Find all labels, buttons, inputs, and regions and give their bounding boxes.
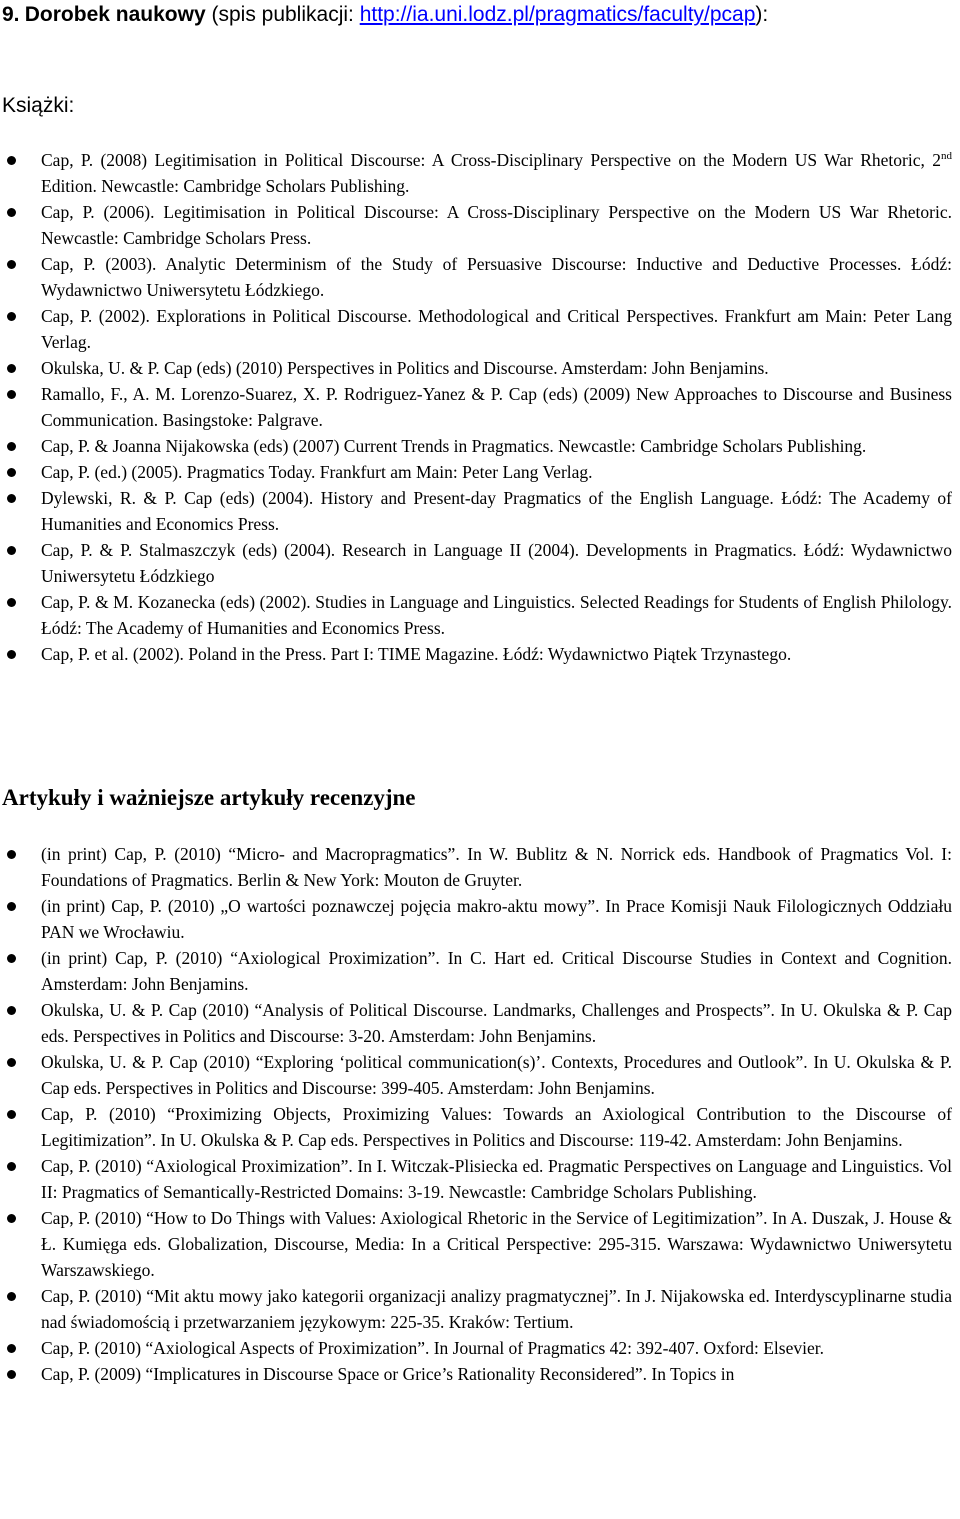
bullet-icon xyxy=(7,1162,16,1171)
book-entry: Cap, P. (ed.) (2005). Pragmatics Today. Frankfurt am Main: Peter Lang Verlag. xyxy=(41,462,593,482)
list-item xyxy=(0,485,960,537)
book-entry: Okulska, U. & P. Cap (eds) (2010) Perspectives in Politics and Discourse. Amsterdam: John Benjamins. xyxy=(41,358,769,378)
book-entry: Cap, P. & P. Stalmaszczyk (eds) (2004). Research in Language II (2004). Developments in Pragmatics. Łódź: Wydawnictwo Uniwersytetu Łódzkiego xyxy=(41,540,952,586)
bullet-icon xyxy=(7,598,16,607)
articles-heading: Artykuły i ważniejsze artykuły recenzyjne xyxy=(2,785,416,810)
article-entry: Cap, P. (2010) “Axiological Proximization”. In I. Witczak-Plisiecka ed. Pragmatic Perspectives on Language and Linguistics. Vol II: Pragmatics of Semantically-Restricted Domains: 3-19. Newcastle: Cambridge Scholars Publishing. xyxy=(41,1156,952,1202)
list-item xyxy=(0,1205,960,1283)
list-item xyxy=(0,355,960,381)
publications-link[interactable]: http://ia.uni.lodz.pl/pragmatics/faculty/pcap xyxy=(359,3,756,26)
list-item xyxy=(0,841,960,893)
article-entry: (in print) Cap, P. (2010) “Micro- and Macropragmatics”. In W. Bublitz & N. Norrick eds. Handbook of Pragmatics Vol. I: Foundations of Pragmatics. Berlin & New York: Mouton de Gruyter. xyxy=(41,844,952,890)
list-item xyxy=(0,199,960,251)
list-item xyxy=(0,251,960,303)
section-heading xyxy=(2,0,768,29)
bullet-icon xyxy=(7,494,16,503)
list-item xyxy=(0,459,960,485)
list-item xyxy=(0,997,960,1049)
book-entry: Cap, P. & Joanna Nijakowska (eds) (2007) Current Trends in Pragmatics. Newcastle: Cambridge Scholars Publishing. xyxy=(41,436,867,456)
bullet-icon xyxy=(7,364,16,373)
article-entry: Cap, P. (2010) “Axiological Aspects of Proximization”. In Journal of Pragmatics 42: 392-407. Oxford: Elsevier. xyxy=(41,1338,824,1358)
bullet-icon xyxy=(7,260,16,269)
list-item xyxy=(0,1101,960,1153)
bullet-icon xyxy=(7,1006,16,1015)
article-entry: (in print) Cap, P. (2010) „O wartości poznawczej pojęcia makro-aktu mowy”. In Prace Komisji Nauk Filologicznych Oddziału PAN we Wrocławiu. xyxy=(41,896,952,942)
bullet-icon xyxy=(7,1292,16,1301)
books-list xyxy=(0,147,960,667)
article-entry: Cap, P. (2010) “Mit aktu mowy jako kategorii organizacji analizy pragmatycznej”. In J. Nijakowska ed. Interdyscyplinarne studia nad świadomością i przetwarzaniem językowym: 225-35. Kraków: Tertium. xyxy=(41,1286,952,1332)
article-entry: Cap, P. (2009) “Implicatures in Discourse Space or Grice’s Rationality Reconsidered”. In Topics in xyxy=(41,1364,735,1384)
bullet-icon xyxy=(7,650,16,659)
bullet-icon xyxy=(7,468,16,477)
bullet-icon xyxy=(7,390,16,399)
bullet-icon xyxy=(7,312,16,321)
list-item xyxy=(0,641,960,667)
section-number: 9. xyxy=(2,3,20,26)
bullet-icon xyxy=(7,1344,16,1353)
bullet-icon xyxy=(7,442,16,451)
book-entry: Cap, P. et al. (2002). Poland in the Press. Part I: TIME Magazine. Łódź: Wydawnictwo Piątek Trzynastego. xyxy=(41,644,792,664)
list-item xyxy=(0,1335,960,1361)
list-item xyxy=(0,945,960,997)
book-entry: Cap, P. (2008) Legitimisation in Political Discourse: A Cross-Disciplinary Perspective on the Modern US War Rhetoric, 2nd Edition. Newcastle: Cambridge Scholars Publishing. xyxy=(41,150,952,196)
list-item xyxy=(0,1049,960,1101)
book-entry: Dylewski, R. & P. Cap (eds) (2004). History and Present-day Pragmatics of the English Language. Łódź: The Academy of Humanities and Economics Press. xyxy=(41,488,952,534)
bullet-icon xyxy=(7,546,16,555)
article-entry: Okulska, U. & P. Cap (2010) “Exploring ‘political communication(s)’. Contexts, Procedures and Outlook”. In U. Okulska & P. Cap eds. Perspectives in Politics and Discourse: 399-405. Amsterdam: John Benjamins. xyxy=(41,1052,952,1098)
book-entry: Ramallo, F., A. M. Lorenzo-Suarez, X. P. Rodriguez-Yanez & P. Cap (eds) (2009) New Approaches to Discourse and Business Communication. Basingstoke: Palgrave. xyxy=(41,384,952,430)
list-item xyxy=(0,1283,960,1335)
bullet-icon xyxy=(7,902,16,911)
list-item xyxy=(0,893,960,945)
list-item xyxy=(0,303,960,355)
bullet-icon xyxy=(7,954,16,963)
section-subtitle: (spis publikacji: xyxy=(205,3,360,26)
list-item xyxy=(0,147,960,199)
list-item xyxy=(0,1153,960,1205)
section-title: Dorobek naukowy xyxy=(24,3,206,26)
books-heading: Książki: xyxy=(2,94,75,117)
book-entry: Cap, P. (2002). Explorations in Political Discourse. Methodological and Critical Perspectives. Frankfurt am Main: Peter Lang Verlag. xyxy=(41,306,952,352)
bullet-icon xyxy=(7,156,16,165)
list-item xyxy=(0,537,960,589)
book-entry: Cap, P. (2003). Analytic Determinism of the Study of Persuasive Discourse: Inductive and Deductive Processes. Łódź: Wydawnictwo Uniwersytetu Łódzkiego. xyxy=(41,254,952,300)
list-item xyxy=(0,1361,960,1387)
bullet-icon xyxy=(7,1110,16,1119)
bullet-icon xyxy=(7,1370,16,1379)
article-entry: Okulska, U. & P. Cap (2010) “Analysis of Political Discourse. Landmarks, Challenges and Prospects”. In U. Okulska & P. Cap eds. Perspectives in Politics and Discourse: 3-20. Amsterdam: John Benjamins. xyxy=(41,1000,952,1046)
book-entry: Cap, P. (2006). Legitimisation in Political Discourse: A Cross-Disciplinary Perspective on the Modern US War Rhetoric. Newcastle: Cambridge Scholars Press. xyxy=(41,202,952,248)
article-entry: (in print) Cap, P. (2010) “Axiological Proximization”. In C. Hart ed. Critical Discourse Studies in Context and Cognition. Amsterdam: John Benjamins. xyxy=(41,948,952,994)
section-subtitle-end: ): xyxy=(755,3,769,26)
bullet-icon xyxy=(7,1214,16,1223)
articles-list xyxy=(0,841,960,1387)
list-item xyxy=(0,433,960,459)
bullet-icon xyxy=(7,850,16,859)
bullet-icon xyxy=(7,208,16,217)
book-entry: Cap, P. & M. Kozanecka (eds) (2002). Studies in Language and Linguistics. Selected Readings for Students of English Philology. Łódź: The Academy of Humanities and Economics Press. xyxy=(41,592,952,638)
bullet-icon xyxy=(7,1058,16,1067)
article-entry: Cap, P. (2010) “How to Do Things with Values: Axiological Rhetoric in the Service of Legitimization”. In A. Duszak, J. House & Ł. Kumięga eds. Globalization, Discourse, Media: In a Critical Perspective: 295-315. Warszawa: Wydawnictwo Uniwersytetu Warszawskiego. xyxy=(41,1208,952,1280)
article-entry: Cap, P. (2010) “Proximizing Objects, Proximizing Values: Towards an Axiological Contribution to the Discourse of Legitimization”. In U. Okulska & P. Cap eds. Perspectives in Politics and Discourse: 119-42. Amsterdam: John Benjamins. xyxy=(41,1104,952,1150)
list-item xyxy=(0,381,960,433)
list-item xyxy=(0,589,960,641)
